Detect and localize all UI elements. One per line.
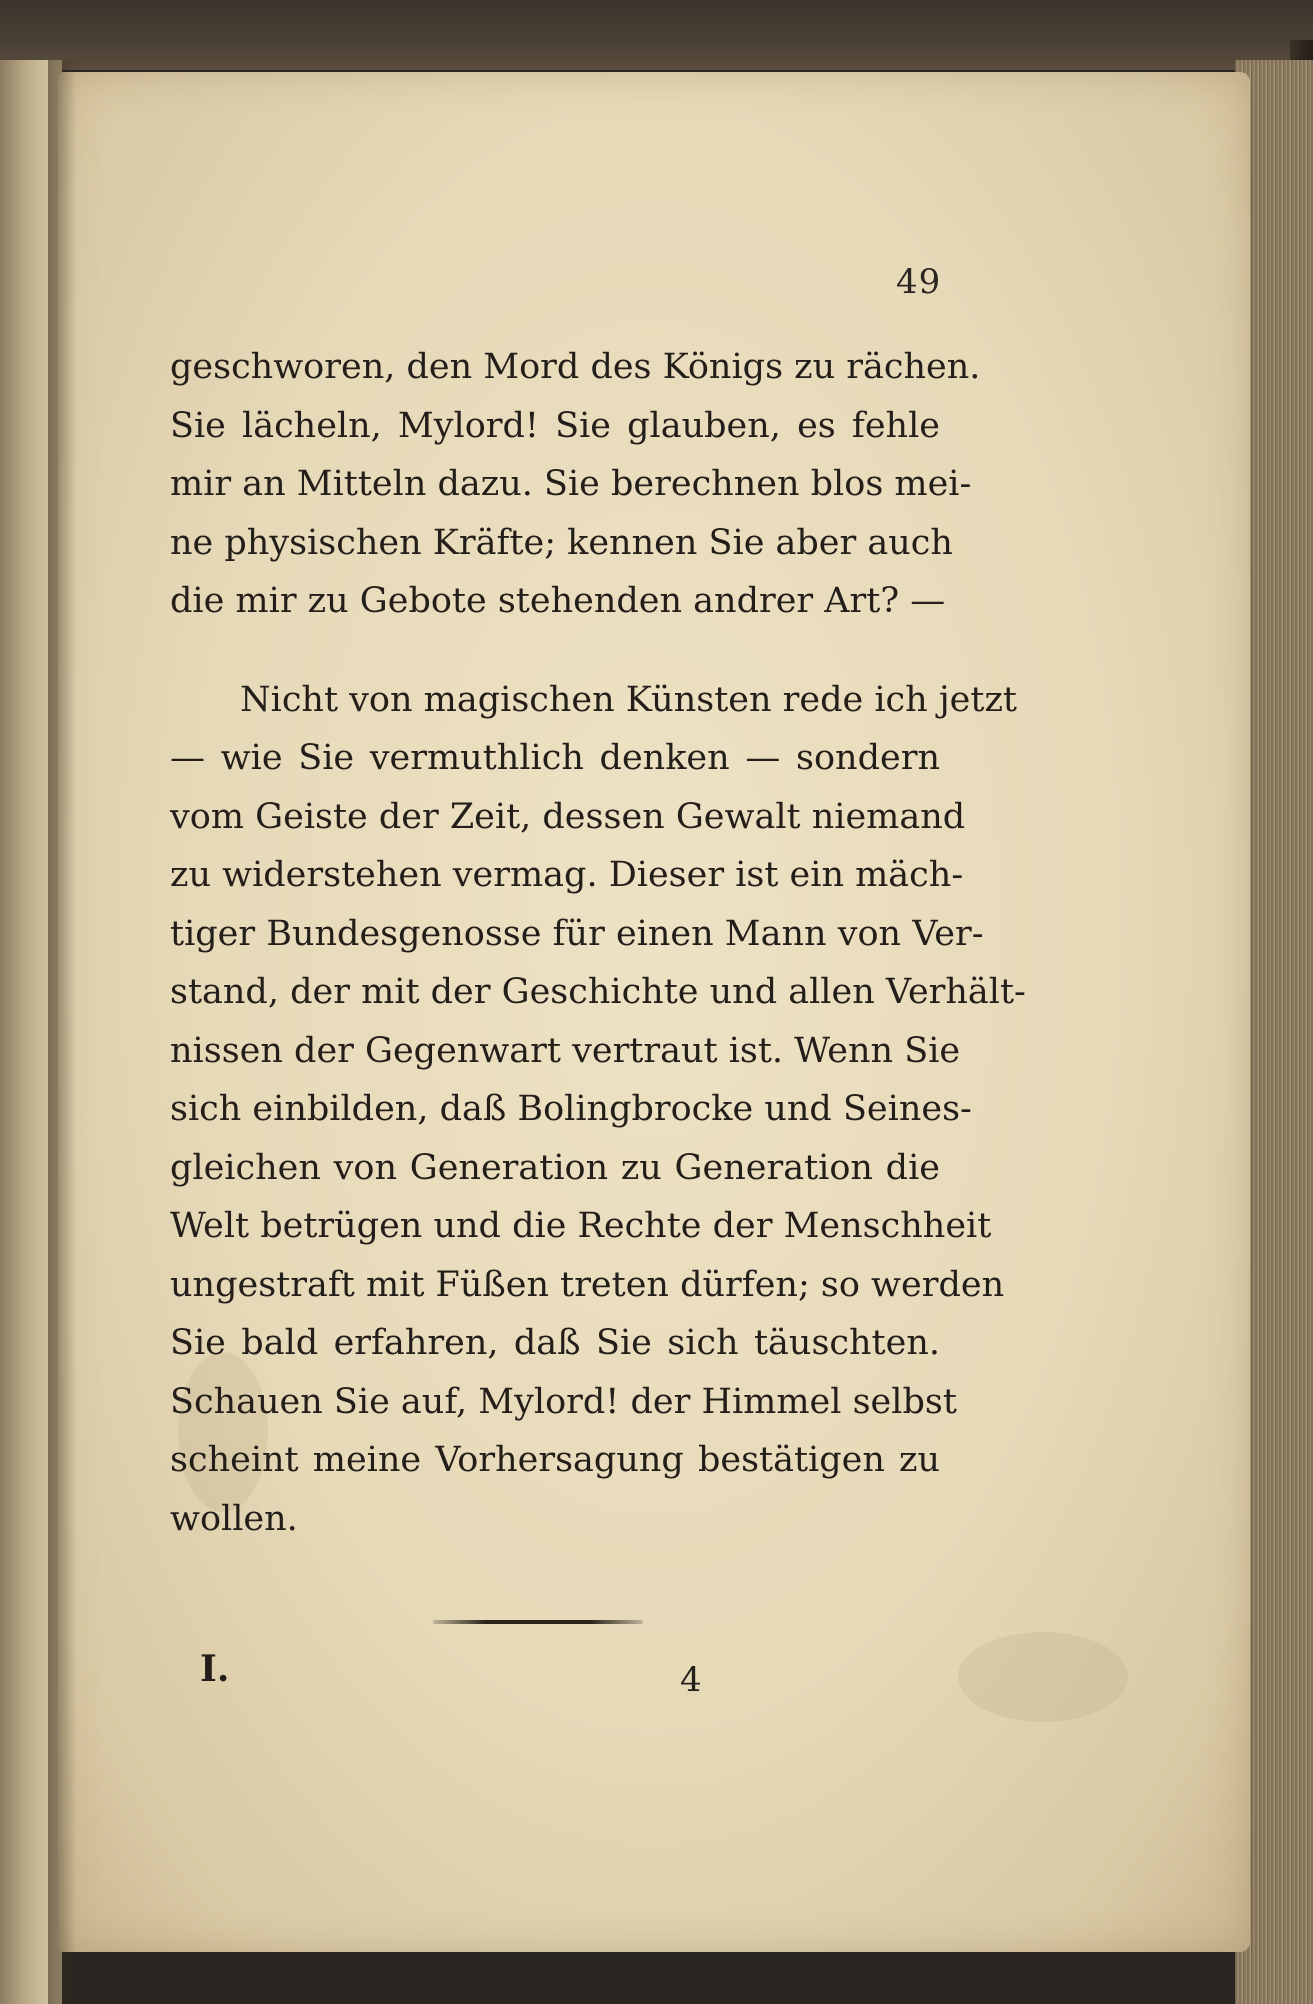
- text-line: ne physischen Kräfte; kennen Sie aber auch: [170, 522, 953, 563]
- signature-number: 4: [680, 1660, 702, 1700]
- text-line: — wie Sie vermuthlich denken — sondern: [170, 738, 940, 778]
- book-cover-top-edge: [0, 0, 1313, 70]
- text-line: vom Geiste der Zeit, dessen Gewalt niemand: [170, 796, 966, 837]
- page-number: 49: [896, 262, 942, 302]
- text-line: scheint meine Vorhersagung bestätigen zu: [170, 1440, 940, 1480]
- text-line: Sie lächeln, Mylord! Sie glauben, es fehle: [170, 405, 940, 446]
- text-line: gleichen von Generation zu Generation die: [170, 1147, 940, 1188]
- paper-stain: [958, 1632, 1128, 1722]
- text-line: Sie bald erfahren, daß Sie sich täuschten.: [170, 1323, 940, 1363]
- text-line: Welt betrügen und die Rechte der Menschheit: [170, 1206, 992, 1246]
- text-line: die mir zu Gebote stehenden andrer Art? —: [170, 581, 946, 621]
- text-line: sich einbilden, daß Bolingbrocke und Seines-: [170, 1089, 972, 1129]
- paragraph: [170, 671, 1026, 1549]
- text-line: wollen.: [170, 1498, 298, 1539]
- text-line: tiger Bundesgenosse für einen Mann von Ver-: [170, 913, 984, 954]
- section-rule: [433, 1620, 643, 1624]
- text-line: Nicht von magischen Künsten rede ich jetzt: [240, 679, 1017, 720]
- gutter-shadow: [48, 60, 76, 2004]
- text-line: stand, der mit der Geschichte und allen Verhält-: [170, 972, 1026, 1012]
- paragraph: [170, 338, 981, 631]
- body-text: [170, 338, 1026, 1548]
- text-line: ungestraft mit Füßen treten dürfen; so werden: [170, 1264, 1005, 1305]
- text-line: geschworen, den Mord des Königs zu rächen.: [170, 347, 981, 387]
- text-line: Schauen Sie auf, Mylord! der Himmel selbst: [170, 1381, 957, 1422]
- text-line: nissen der Gegenwart vertraut ist. Wenn Sie: [170, 1030, 961, 1071]
- text-line: mir an Mitteln dazu. Sie berechnen blos mei-: [170, 464, 972, 504]
- text-line: zu widerstehen vermag. Dieser ist ein mäch-: [170, 855, 964, 895]
- signature-mark: I.: [200, 1648, 230, 1690]
- paragraph-gap: [170, 631, 940, 671]
